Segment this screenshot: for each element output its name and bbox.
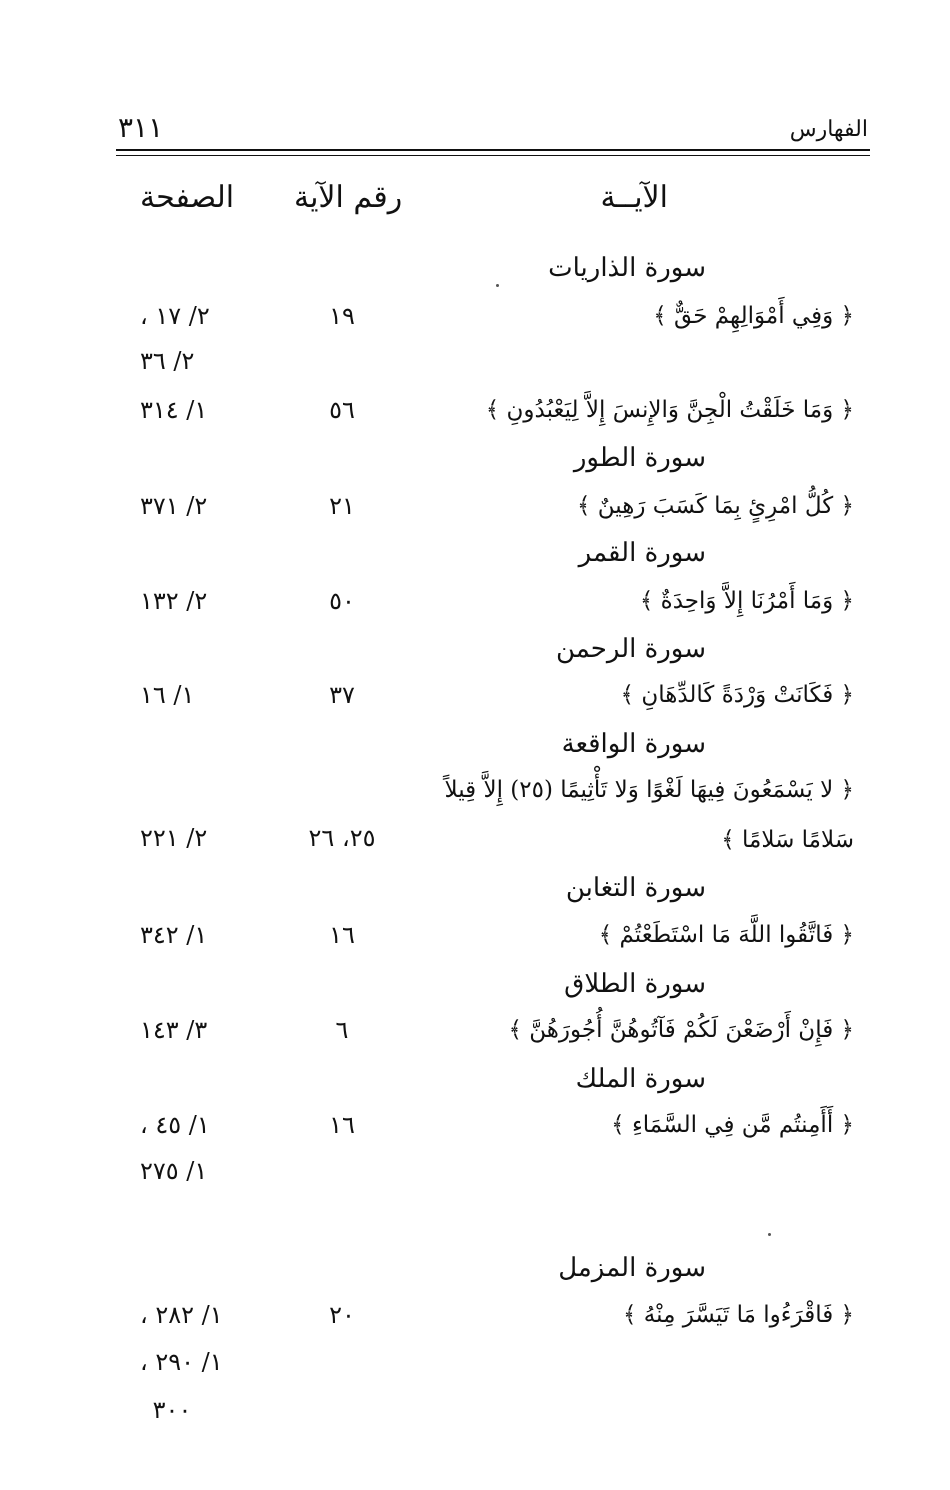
surah-heading: سورة الرحمن [555,634,706,664]
verse-text: ﴿ وَفِي أَمْوَالِهِمْ حَقٌّ ﴾ [653,303,854,329]
verse-text: ﴿ وَمَا خَلَقْتُ الْجِنَّ وَالإِنسَ إِلاَّ لِيَعْبُدُونِ ﴾ [485,397,854,423]
verse-number: ٦ [335,1016,349,1044]
surah-heading: سورة التغابن [565,873,706,903]
surah-heading: سورة القمر [578,538,706,568]
surah-heading: سورة الواقعة [561,729,706,759]
scan-speck [768,1233,771,1236]
page-reference: ١/ ١٦ [140,681,195,709]
surah-heading: سورة الطور [573,443,706,473]
verse-text: ﴿ كُلُّ امْرِئٍ بِمَا كَسَبَ رَهِينٌ ﴾ [576,493,854,519]
column-header-ayah: الآيــة [600,180,668,215]
verse-number: ١٦ [329,1111,355,1139]
verse-number: ١٩ [329,302,355,330]
verse-text: ﴿ وَمَا أَمْرُنَا إِلاَّ وَاحِدَةٌ ﴾ [639,588,854,614]
page-reference: ١/ ٢٨٢ ، [140,1301,223,1329]
page-reference: ٢/ ٣٧١ [140,492,208,520]
page-reference: ٢/ ٢٢١ [140,824,208,852]
verse-number: ١٦ [329,921,355,949]
surah-heading: سورة الطلاق [564,969,706,999]
page-number: ٣١١ [118,111,164,144]
page-reference: ٣٠٠ [152,1396,192,1424]
page-reference: ٢/ ١٧ ، [140,302,210,330]
scan-speck [496,284,499,287]
verse-text-continued: سَلامًا سَلامًا ﴾ [721,827,854,853]
verse-number: ٥٦ [329,396,355,424]
verse-number: ٥٠ [329,587,355,615]
verse-text: ﴿ فَكَانَتْ وَرْدَةً كَالدِّهَانِ ﴾ [620,682,854,708]
header-title: الفهارس [789,117,868,142]
verse-number: ٣٧ [329,681,355,709]
page-reference: ٢/ ١٣٢ [140,587,208,615]
verse-text: ﴿ لا يَسْمَعُونَ فِيهَا لَغْوًا وَلا تَأْثِيمًا (٢٥) إِلاَّ قِيلاً [444,777,854,803]
verse-number: ٢٥، ٢٦ [308,824,376,852]
column-header-page: الصفحة [140,180,235,215]
page-reference: ٣/ ١٤٣ [140,1016,208,1044]
page-reference: ١/ ٢٩٠ ، [140,1348,223,1376]
verse-number: ٢١ [329,492,355,520]
page-reference: ١/ ٤٥ ، [140,1111,210,1139]
verse-text: ﴿ فَاتَّقُوا اللَّهَ مَا اسْتَطَعْتُمْ ﴾ [598,922,854,948]
header-rule-thin [116,155,870,156]
page-reference: ١/ ٣٤٢ [140,921,208,949]
page-reference: ١/ ٣١٤ [140,396,208,424]
page-reference: ١/ ٢٧٥ [140,1157,208,1185]
verse-text: ﴿ فَإِنْ أَرْضَعْنَ لَكُمْ فَآتُوهُنَّ أُجُورَهُنَّ ﴾ [508,1017,854,1043]
surah-heading: سورة الملك [575,1064,706,1094]
surah-heading: سورة الذاريات [548,253,706,283]
column-header-number: رقم الآية [294,180,403,215]
verse-text: ﴿ فَاقْرَءُوا مَا تَيَسَّرَ مِنْهُ ﴾ [623,1302,854,1328]
surah-heading: سورة المزمل [558,1253,706,1283]
verse-number: ٢٠ [329,1301,355,1329]
header-rule-thick [116,149,870,151]
page-reference: ٢/ ٣٦ [140,347,195,375]
verse-text: ﴿ أَأَمِنتُم مَّن فِي السَّمَاءِ ﴾ [611,1112,854,1138]
